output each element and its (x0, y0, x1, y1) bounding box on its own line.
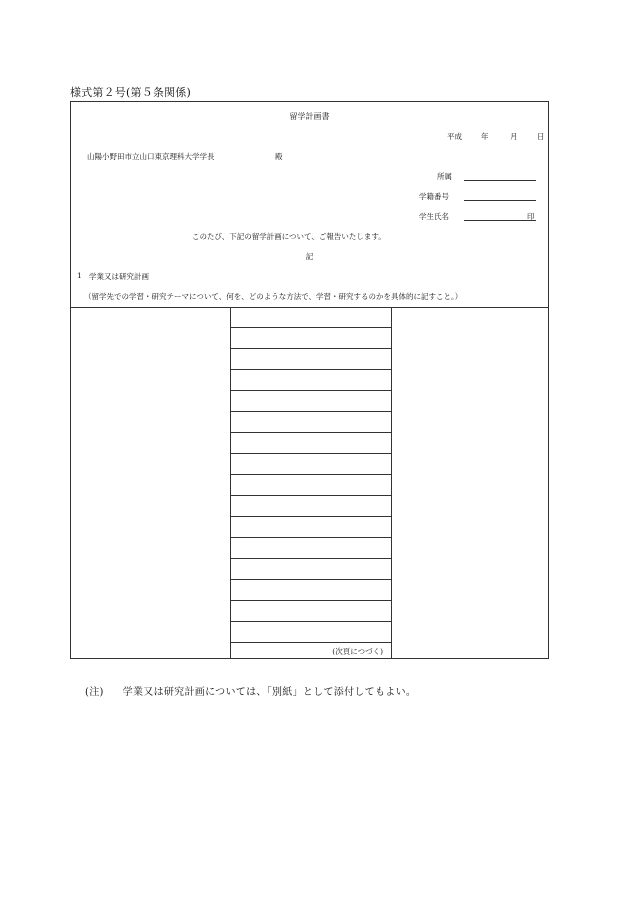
student-name-label: 学生氏名 (419, 212, 449, 221)
writing-grid[interactable] (230, 307, 392, 658)
date-era: 平成 (447, 132, 462, 141)
grid-line (231, 348, 391, 349)
form-box (70, 101, 549, 659)
form-title: 留学計画書 (289, 112, 330, 121)
grid-line (231, 537, 391, 538)
grid-line (231, 579, 391, 580)
ki-label: 記 (305, 252, 314, 261)
grid-line (231, 516, 391, 517)
grid-line (231, 327, 391, 328)
continued-note: (次頁につづく) (332, 647, 383, 656)
section-1-number: 1 (77, 271, 82, 280)
affiliation-field[interactable] (464, 180, 536, 181)
seal-mark: 印 (527, 212, 535, 221)
grid-line (231, 411, 391, 412)
student-number-label: 学籍番号 (419, 192, 449, 201)
grid-line (231, 432, 391, 433)
section-1-instruction: （留学先での学習・研究テーマについて、何を、どのような方法で、学習・研究するのかを具体的に記すこと。） (84, 292, 463, 301)
date-month: 月 (510, 132, 518, 141)
student-number-field[interactable] (464, 200, 536, 201)
grid-line (231, 558, 391, 559)
addressee-name: 山陽小野田市立山口東京理科大学学長 (87, 152, 215, 161)
footnote-label: (注) (85, 687, 104, 698)
grid-line (231, 642, 391, 643)
grid-line (231, 453, 391, 454)
affiliation-label: 所属 (437, 172, 452, 181)
grid-line (231, 369, 391, 370)
grid-line (231, 474, 391, 475)
statement-text: このたび、下記の留学計画について、ご報告いたします。 (192, 232, 386, 241)
footnote-text: 学業又は研究計画については、「別紙」として添付してもよい。 (122, 687, 417, 698)
date-day: 日 (537, 132, 545, 141)
grid-line (231, 495, 391, 496)
addressee-honorific: 殿 (275, 152, 283, 161)
grid-line (231, 600, 391, 601)
footnote (85, 683, 416, 698)
date-year: 年 (481, 132, 489, 141)
student-name-field[interactable] (464, 220, 536, 221)
section-1-title: 学業又は研究計画 (89, 272, 149, 281)
grid-line (231, 621, 391, 622)
form-number-label: 様式第２号(第５条関係) (70, 86, 191, 99)
grid-line (231, 390, 391, 391)
